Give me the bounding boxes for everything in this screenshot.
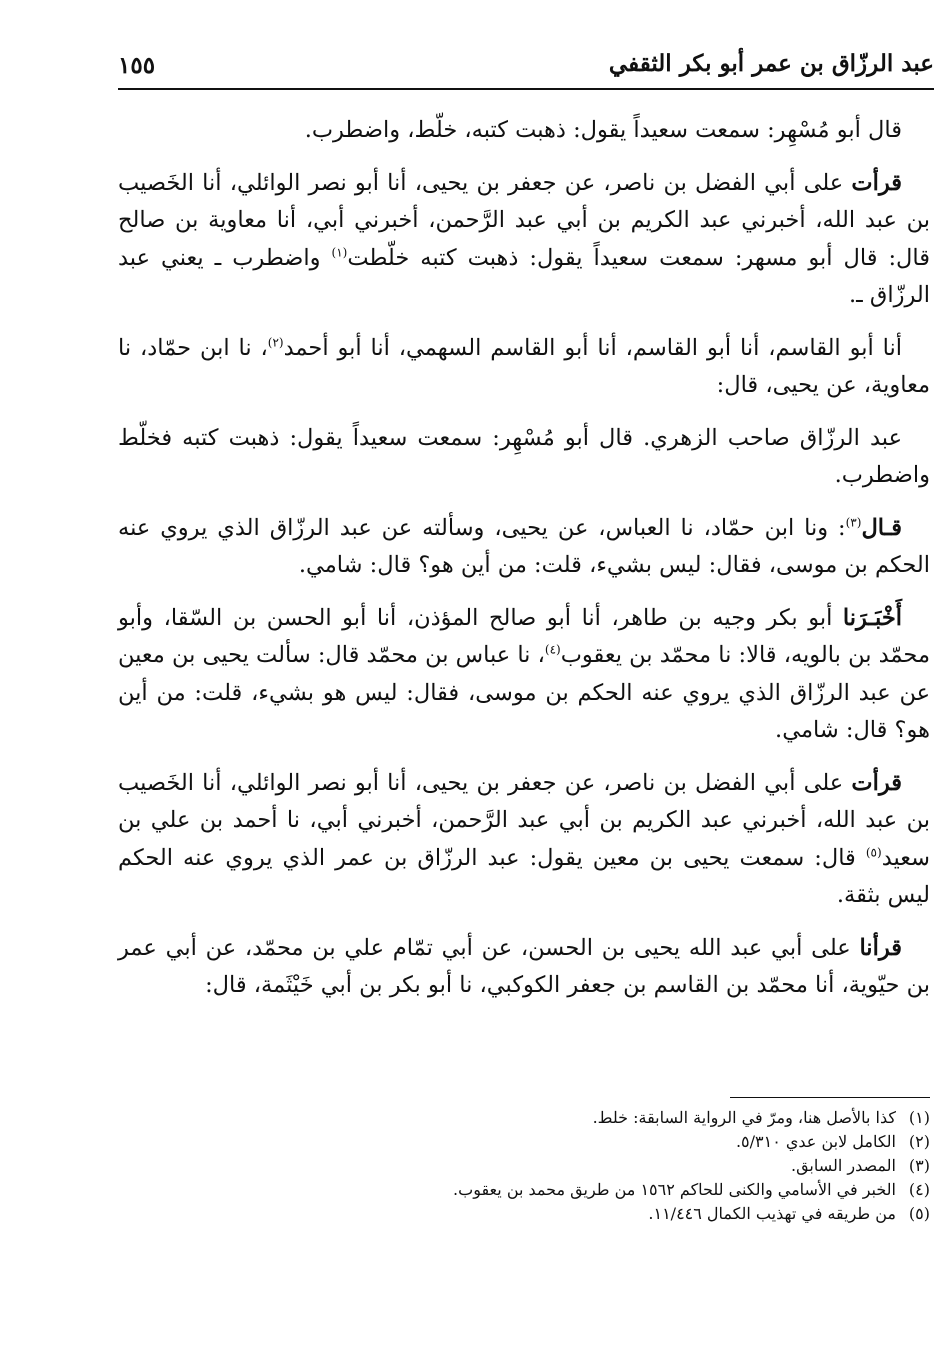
footnote-number: (١) [908, 1108, 930, 1127]
footnote [118, 1202, 930, 1226]
footnote-number: (٣) [908, 1156, 930, 1175]
running-title: عبد الرزّاق بن عمر أبو بكر الثقفي [608, 50, 934, 77]
paragraph [118, 765, 930, 915]
paragraph-text: عبد الرزّاق صاحب الزهري. قال أبو مُسْهِر: سمعت سعيداً يقول: ذهبت كتبه فخلّط واضطرب. [118, 424, 930, 488]
paragraph [118, 165, 930, 315]
lead-word: قرأت [851, 769, 902, 796]
lead-word: قـال [861, 514, 902, 541]
paragraph-tail: واضطرب ـ يعني عبد الرزّاق ـ. [118, 244, 930, 308]
paragraph-text: على أبي الفضل بن ناصر، عن جعفر بن يحيى، أنا أبو نصر الوائلي، أنا الخَصيب بن عبد الله، أخبرني عبد الكريم بن أبي عبد الرَّحمن، أخبرني أبي، نا أحمد بن علي بن سعيد [118, 769, 930, 871]
footnote-ref: (٤) [544, 642, 561, 657]
footnote [118, 1106, 930, 1130]
paragraph-text: قال أبو مُسْهِر: سمعت سعيداً يقول: ذهبت كتبه، خلّط، واضطرب. [304, 117, 902, 143]
paragraph [118, 330, 930, 405]
paragraph [118, 112, 930, 150]
paragraph-tail: قال: سمعت يحيى بن معين يقول: عبد الرزّاق بن عمر الذي يروي عنه الحكم ليس بثقة. [118, 844, 930, 908]
paragraph [118, 420, 930, 495]
running-header [118, 44, 934, 90]
footnotes [118, 1106, 930, 1226]
footnote-separator [730, 1097, 930, 1098]
paragraph [118, 510, 930, 585]
footnote-text: المصدر السابق. [790, 1156, 896, 1175]
paragraph-text: : ونا ابن حمّاد، نا العباس، عن يحيى، وسألته عن عبد الرزّاق الذي يروي عنه الحكم بن موسى، فقال: ليس بشيء، قلت: من أين هو؟ قال: شامي. [118, 514, 930, 578]
footnote-text: من طريقه في تهذيب الكمال ١١/٤٤٦. [648, 1204, 896, 1223]
paragraph [118, 600, 930, 750]
footnote-text: الخبر في الأسامي والكنى للحاكم ١٥٦٢ من طريق محمد بن يعقوب. [453, 1180, 896, 1199]
footnote [118, 1130, 930, 1154]
footnote-number: (٤) [908, 1180, 930, 1199]
main-text [118, 112, 930, 1020]
footnote [118, 1154, 930, 1178]
footnote-ref: (٥) [865, 845, 882, 859]
paragraph-text: أبو بكر وجيه بن طاهر، أنا أبو صالح المؤذن، أنا أبو الحسن بن السّقا، وأبو محمّد بن بالويه، قالا: نا محمّد بن يعقوب [118, 604, 931, 668]
paragraph-text: على أبي الفضل بن ناصر، عن جعفر بن يحيى، أنا أبو نصر الوائلي، أنا الخَصيب بن عبد الله، أخبرني عبد الكريم بن أبي عبد الرَّحمن، أخبرني أبي، أنا معاوية بن صالح قال: قال أبو مسهر: سمعت سعيداً يقول: ذهبت كتبه خلّطت [118, 169, 930, 271]
paragraph [118, 930, 930, 1005]
footnote-number: (٢) [908, 1132, 930, 1151]
page-number: ١٥٥ [118, 52, 156, 79]
lead-word: قرأت [851, 169, 902, 196]
paragraph-tail: ، نا عباس بن محمّد قال: سألت يحيى بن معين عن عبد الرزّاق الذي يروي عنه الحكم بن موسى، فقال: ليس هو بشيء، قلت: من أين هو؟ قال: شامي. [118, 642, 930, 743]
paragraph-tail: ، نا ابن حمّاد، نا معاوية، عن يحيى، قال: [118, 334, 930, 398]
footnote-text: الكامل لابن عدي ٥/٣١٠. [735, 1132, 896, 1151]
paragraph-text: على أبي عبد الله يحيى بن الحسن، عن أبي تمّام علي بن محمّد، عن أبي عمر بن حيّوية، أنا محمّد بن القاسم بن جعفر الكوكبي، نا أبو بكر بن أبي خَيْثَمة، قال: [118, 934, 930, 998]
paragraph-text: أنا أبو القاسم، أنا أبو القاسم، أنا أبو القاسم السهمي، أنا أبو أحمد [283, 334, 902, 361]
footnote-number: (٥) [908, 1204, 930, 1223]
lead-word: قرأنا [859, 934, 902, 961]
footnote-text: كذا بالأصل هنا، ومرّ في الرواية السابقة: خلط. [592, 1108, 896, 1127]
footnote [118, 1178, 930, 1202]
lead-word: أَخْبَـرَنا [842, 604, 902, 631]
footnote-ref: (٢) [267, 335, 284, 349]
footnote-ref: (٣) [845, 515, 862, 529]
footnote-ref: (١) [331, 245, 348, 259]
